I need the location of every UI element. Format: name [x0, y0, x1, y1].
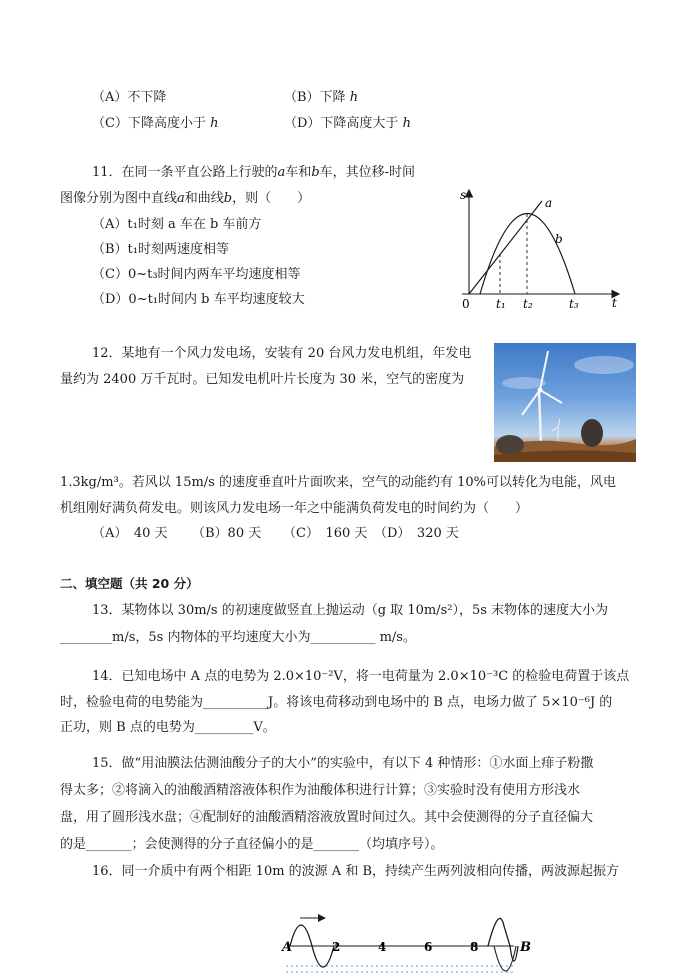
q11-stem-line1 — [92, 164, 415, 182]
q12-stem-line2: 量约为 2400 万千瓦时。已知发电机叶片长度为 30 米，空气的密度为 — [60, 372, 465, 387]
q10-option-a: （A）不下降 — [92, 90, 167, 105]
q15-line4: 的是_______；会使测得的分子直径偏小的是_______（均填序号）。 — [60, 837, 444, 852]
q12-option-d: （D） 320 天 — [374, 526, 459, 541]
wave-b-trough — [494, 946, 516, 971]
q11-option-a: （A）t₁时刻 a 车在 b 车前方 — [92, 217, 262, 232]
wave-b — [488, 918, 518, 961]
label-b: B — [520, 940, 531, 955]
q15-line3: 盘，用了圆形浅水盘；④配制好的油酸酒精溶液放置时间过久。其中会使测得的分子直径偏大 — [60, 810, 594, 825]
q11-text: 和曲线 — [184, 191, 224, 206]
q10-option-d — [284, 115, 411, 133]
q15-line2: 得太多；②将滴入的油酸酒精溶液体积作为油酸体积进行计算；③实验时没有使用方形浅水 — [60, 783, 581, 798]
q11-var: a — [277, 165, 286, 180]
q11-option-d: （D）0~t₁时间内 b 车平均速度较大 — [92, 292, 305, 307]
q16-line1: 16．同一介质中有两个相距 10m 的波源 A 和 B，持续产生两列波相向传播，两波源起振方 — [92, 864, 620, 879]
q16-wave-figure — [278, 906, 540, 976]
q10-var-h: h — [402, 116, 411, 131]
wind-turbine-photo — [494, 343, 636, 462]
q11-st-graph — [452, 183, 630, 313]
q11-text: 车，其位移-时间 — [319, 165, 416, 180]
axis-label-t: t — [612, 296, 617, 310]
q10-option-c — [92, 115, 218, 133]
q13-line1: 13．某物体以 30m/s 的初速度做竖直上抛运动（g 取 10m/s²），5s 末物体的速度大小为 — [92, 603, 609, 618]
q11-text: 11．在同一条平直公路上行驶的 — [92, 165, 278, 180]
q10-var-h: h — [349, 90, 359, 105]
q12-option-a: （A） 40 天 — [92, 526, 168, 541]
line-a — [469, 201, 542, 294]
tick-t3: t₃ — [569, 297, 579, 311]
curve-label-a: a — [545, 196, 553, 210]
q11-stem-line2 — [60, 190, 310, 208]
q10-option-b-text: （B）下降 — [284, 90, 350, 105]
axis-label-s: s — [460, 188, 467, 202]
section-title: 二、填空题（共 20 分） — [60, 576, 199, 591]
q10-option-b — [284, 89, 358, 107]
q15-line1: 15．做“用油膜法估测油酸分子的大小”的实验中，有以下 4 种情形：①水面上痱子粉撒 — [92, 756, 594, 771]
q11-var: b — [223, 191, 233, 206]
tick-label: 6 — [424, 940, 433, 954]
q12-stem-line1: 12．某地有一个风力发电场，安装有 20 台风力发电机组，年发电 — [92, 346, 472, 361]
tick-label: 4 — [378, 940, 387, 954]
q10-option-c-text: （C）下降高度小于 — [92, 116, 211, 131]
tick-t2: t₂ — [523, 297, 533, 311]
q13-line2: ________m/s，5s 内物体的平均速度大小为__________ m/s。 — [60, 630, 416, 645]
q12-stem-line4: 机组刚好满负荷发电。则该风力发电场一年之中能满负荷发电的时间约为（ ） — [60, 501, 529, 516]
q11-var: b — [311, 165, 320, 180]
origin-label: 0 — [462, 297, 470, 311]
q14-line1: 14．已知电场中 A 点的电势为 2.0×10⁻²V，将一电荷量为 2.0×10⁻³C 的检验电荷置于该点 — [92, 669, 630, 684]
q10-var-h: h — [210, 116, 219, 131]
wind-turbine-illustration — [494, 343, 636, 462]
tick-label: 2 — [332, 940, 341, 954]
curve-label-b: b — [555, 232, 563, 246]
q12-option-c: （C） 160 天 — [283, 526, 368, 541]
q11-var: a — [177, 191, 185, 206]
tick-t1: t₁ — [496, 297, 506, 311]
q11-text: 图像分别为图中直线 — [60, 191, 178, 206]
q14-line3: 正功，则 B 点的电势为_________V。 — [60, 720, 276, 735]
q11-option-c: （C）0~t₃时间内两车平均速度相等 — [92, 267, 301, 282]
curve-b — [480, 214, 575, 295]
q10-option-d-text: （D）下降高度大于 — [284, 116, 403, 131]
tick-label: 8 — [470, 940, 479, 954]
q11-option-b: （B）t₁时刻两速度相等 — [92, 242, 229, 257]
q11-text: 车和 — [285, 165, 312, 180]
q11-text: ，则（ ） — [232, 191, 311, 206]
q14-line2: 时，检验电荷的电势能为__________J。将该电荷移动到电场中的 B 点，电场力做了 5×10⁻⁶J 的 — [60, 695, 613, 710]
q12-stem-line3: 1.3kg/m³。若风以 15m/s 的速度垂直叶片面吹来，空气的动能约有 10%可以转化为电能，风电 — [60, 475, 617, 490]
q12-option-b: （B）80 天 — [192, 526, 262, 541]
label-a: A — [282, 940, 293, 955]
